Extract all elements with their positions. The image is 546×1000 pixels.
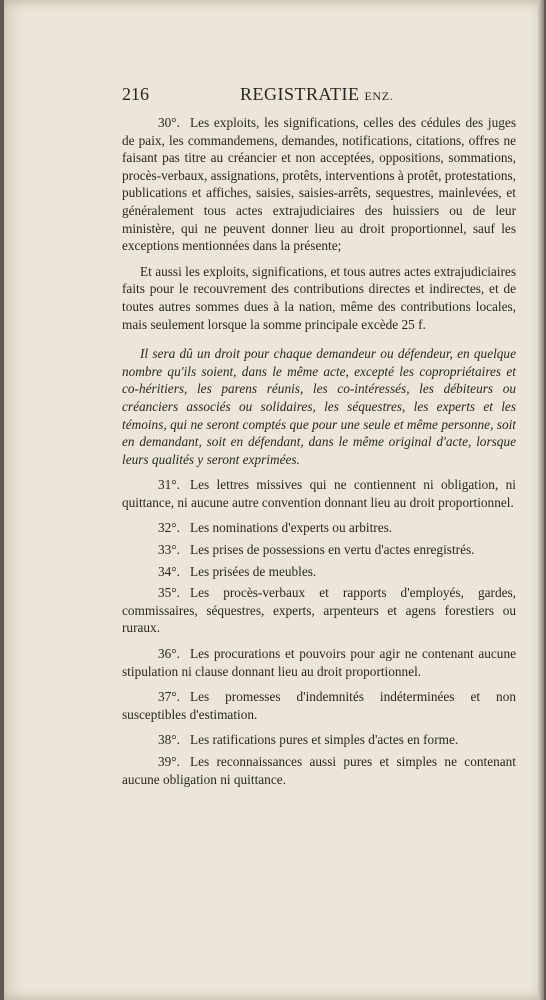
page-body bbox=[122, 114, 516, 796]
running-title-main: REGISTRATIE bbox=[240, 84, 360, 104]
article-text: Les ratifications pures et simples d'actes en forme. bbox=[189, 732, 459, 748]
article-number: 39°. bbox=[158, 754, 180, 769]
article-number: 38°. bbox=[158, 732, 180, 748]
article-paragraph bbox=[122, 263, 516, 333]
article-paragraph bbox=[122, 753, 516, 788]
article-text: Les promesses d'indemnités indéterminées et non susceptibles d'estimation. bbox=[122, 689, 516, 722]
article-paragraph bbox=[122, 541, 516, 559]
article-text: Les exploits, les significations, celles des cédules des juges de paix, les commandemens, demandes, notifications, citations, offres ne faisant pas titre au créancier et non acceptées, oppositions, sommations, procès-verbaux, assignations, protêts, interventions à protêt, protestations, publications et affiches, saisies, saisies-arrêts, sequestres, mainlevées, et généralement tous actes extrajudiciaires des huissiers ou de leur ministère, qui ne peuvent donner lieu au droit proportionnel, sauf les exceptions mentionnées dans la présente; bbox=[122, 115, 517, 254]
article-number: 35°. bbox=[158, 585, 180, 601]
article-paragraph bbox=[122, 114, 516, 255]
article-number: 30°. bbox=[158, 115, 180, 130]
article-paragraph bbox=[122, 645, 516, 680]
article-text: Il sera dû un droit pour chaque demandeur ou défendeur, en quelque nombre qu'ils soient, dans le même acte, excepté les copropriétaires et co-héritiers, les parens réunis, les co-intéressés, les débiteurs ou créanciers associés ou solidaires, les séquestres, les experts et les témoins, qui ne seront comptés que pour une seule et même personne, soit en demandant, soit en défendant, dans le même original d'acte, lorsque leurs qualités y seront exprimées. bbox=[122, 346, 516, 467]
running-title-suffix: ENZ. bbox=[364, 89, 394, 103]
article-number: 36°. bbox=[158, 646, 180, 662]
article-paragraph bbox=[122, 563, 516, 581]
running-title bbox=[240, 84, 393, 105]
article-text: Les lettres missives qui ne contiennent ni obligation, ni quittance, ni aucune autre convention donnant lieu au droit proportionnel. bbox=[122, 477, 516, 510]
article-text: Les prisées de meubles. bbox=[189, 563, 317, 579]
article-text: Les reconnaissances aussi pures et simples ne contenant aucune obligation ni quittance. bbox=[122, 754, 516, 787]
article-text: Les procurations et pouvoirs pour agir ne contenant aucune stipulation ni clause donnant lieu au droit proportionnel. bbox=[122, 646, 516, 679]
article-number: 32°. bbox=[158, 520, 180, 536]
article-text: Les prises de possessions en vertu d'actes enregistrés. bbox=[189, 542, 475, 558]
article-paragraph bbox=[122, 731, 516, 749]
page-number: 216 bbox=[122, 84, 149, 104]
running-header bbox=[122, 84, 516, 106]
article-text: Et aussi les exploits, significations, et tous autres actes extrajudiciaires faits pour le recouvrement des contributions directes et indirectes, et de toutes autres sommes dues à la nation, même des contributions locales, mais seulement lorsque la somme principale excède 25 f. bbox=[122, 263, 516, 332]
italic-paragraph bbox=[122, 345, 516, 468]
article-paragraph bbox=[122, 688, 516, 723]
article-paragraph bbox=[122, 476, 516, 511]
article-number: 37°. bbox=[158, 689, 180, 705]
article-number: 31°. bbox=[158, 477, 180, 493]
article-text: Les nominations d'experts ou arbitres. bbox=[189, 520, 393, 536]
article-paragraph bbox=[122, 519, 516, 537]
article-text: Les procès-verbaux et rapports d'employés, gardes, commissaires, séquestres, experts, arpenteurs et agens forestiers ou ruraux. bbox=[122, 585, 516, 636]
article-number: 34°. bbox=[158, 563, 180, 579]
book-page bbox=[4, 0, 544, 1000]
article-paragraph bbox=[122, 584, 516, 637]
article-number: 33°. bbox=[158, 542, 180, 558]
